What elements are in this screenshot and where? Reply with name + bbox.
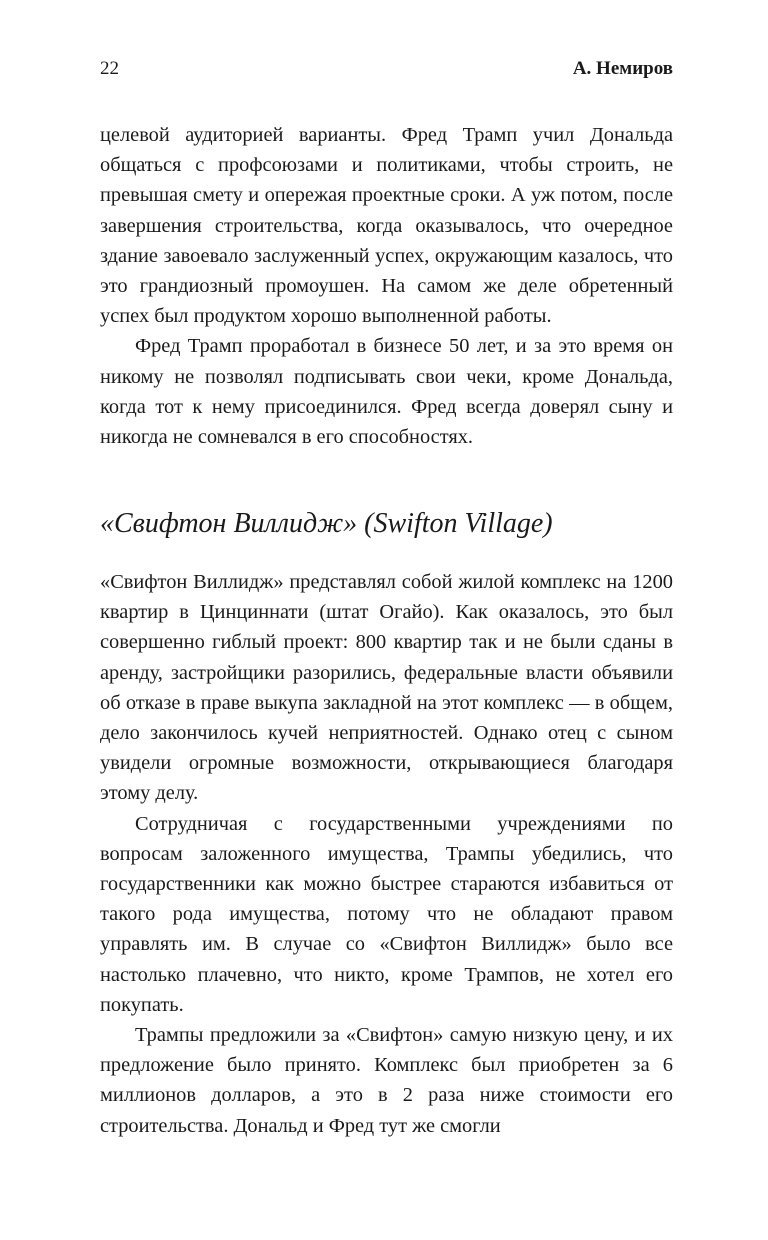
paragraph: Фред Трамп проработал в бизнесе 50 лет, и за это время он никому не позволял подписывать свои чеки, кроме Дональда, когда тот к нему присоединился. Фред всегда доверял сыну и никогда не сомневался в его способностях. (100, 335, 673, 449)
page-header (100, 58, 673, 84)
paragraph: «Свифтон Виллидж» представлял собой жилой комплекс на 1200 квартир в Цинциннати (штат Огайо). Как оказалось, это был совершенно гиблый проект: 800 квартир так и не были сданы в аренду, застройщики разорились, федеральные власти объявили об отказе в праве выкупа закладной на этот комплекс — в общем, дело закончилось кучей неприятностей. Однако отец с сыном увидели огромные возможности, открывающиеся благодаря этому делу. (100, 571, 673, 805)
page-number: 22 (100, 58, 119, 79)
paragraph: целевой аудиторией варианты. Фред Трамп учил Дональда общаться с профсоюзами и политиками, чтобы строить, не превышая смету и опережая проектные сроки. А уж потом, после завершения строительства, когда оказывалось, что очередное здание завоевало заслуженный успех, окружающим казалось, что это грандиозный промоушен. На самом же деле обретенный успех был продуктом хорошо выполненной работы. (100, 124, 673, 328)
section-heading: «Свифтон Виллидж» (Swifton Village) (100, 508, 553, 539)
paragraph: Сотрудничая с государственными учреждениями по вопросам заложенного имущества, Трампы убедились, что государственники как можно быстрее стараются избавиться от такого рода имущества, потому что не обладают правом управлять им. В случае со «Свифтон Виллидж» было все настолько плачевно, что никто, кроме Трампов, не хотел его покупать. (100, 812, 673, 1016)
body-text-block-2 (100, 567, 673, 1141)
running-head-author: А. Немиров (572, 58, 673, 79)
paragraph: Трампы предложили за «Свифтон» самую низкую цену, и их предложение было принято. Комплекс был приобретен за 6 миллионов долларов, а это в 2 раза ниже стоимости его строительства. Дональд и Фред тут же смогли (100, 1024, 673, 1137)
body-text-block-1 (100, 120, 673, 452)
